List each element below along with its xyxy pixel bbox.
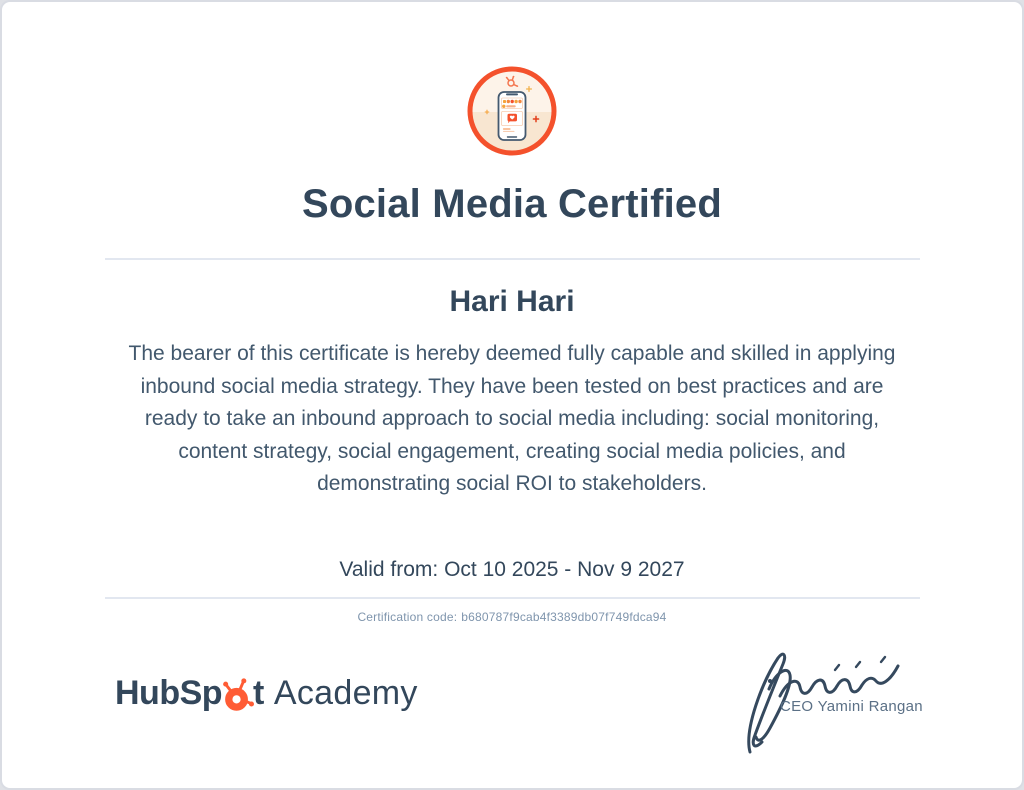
recipient-name: Hari Hari [449,285,575,318]
certificate-badge [467,66,557,156]
certificate-description: The bearer of this certificate is hereby deemed fully capable and skilled in applying inbound social media strategy. They have been tested on best practices and are ready to take an inbound approach to social media including: social monitoring, content strategy, social engagement, creating social media policies, and demonstrating social ROI to stakeholders. [128,342,896,496]
hubspot-sprocket-icon [221,675,254,713]
divider-top [105,258,920,260]
hubspot-academy-logo [115,674,418,712]
divider-bottom [105,597,920,599]
certificate-title: Social Media Certified [301,182,723,226]
logo-text-t: t [253,674,264,712]
signature-block [720,634,930,774]
logo-text-academy: Academy [273,674,418,712]
logo-text-hubsp: HubSp [115,674,223,712]
validity-dates: Valid from: Oct 10 2025 - Nov 9 2027 [339,557,685,581]
social-media-phone-badge-icon [467,66,557,156]
certification-code-label: Certification code: [357,609,458,624]
phone-icon [499,92,526,140]
certification-code-value: b680787f9cab4f3389db07f749fdca94 [461,609,667,624]
certification-code [2,609,1022,625]
signature-caption: CEO Yamini Rangan [780,698,923,715]
